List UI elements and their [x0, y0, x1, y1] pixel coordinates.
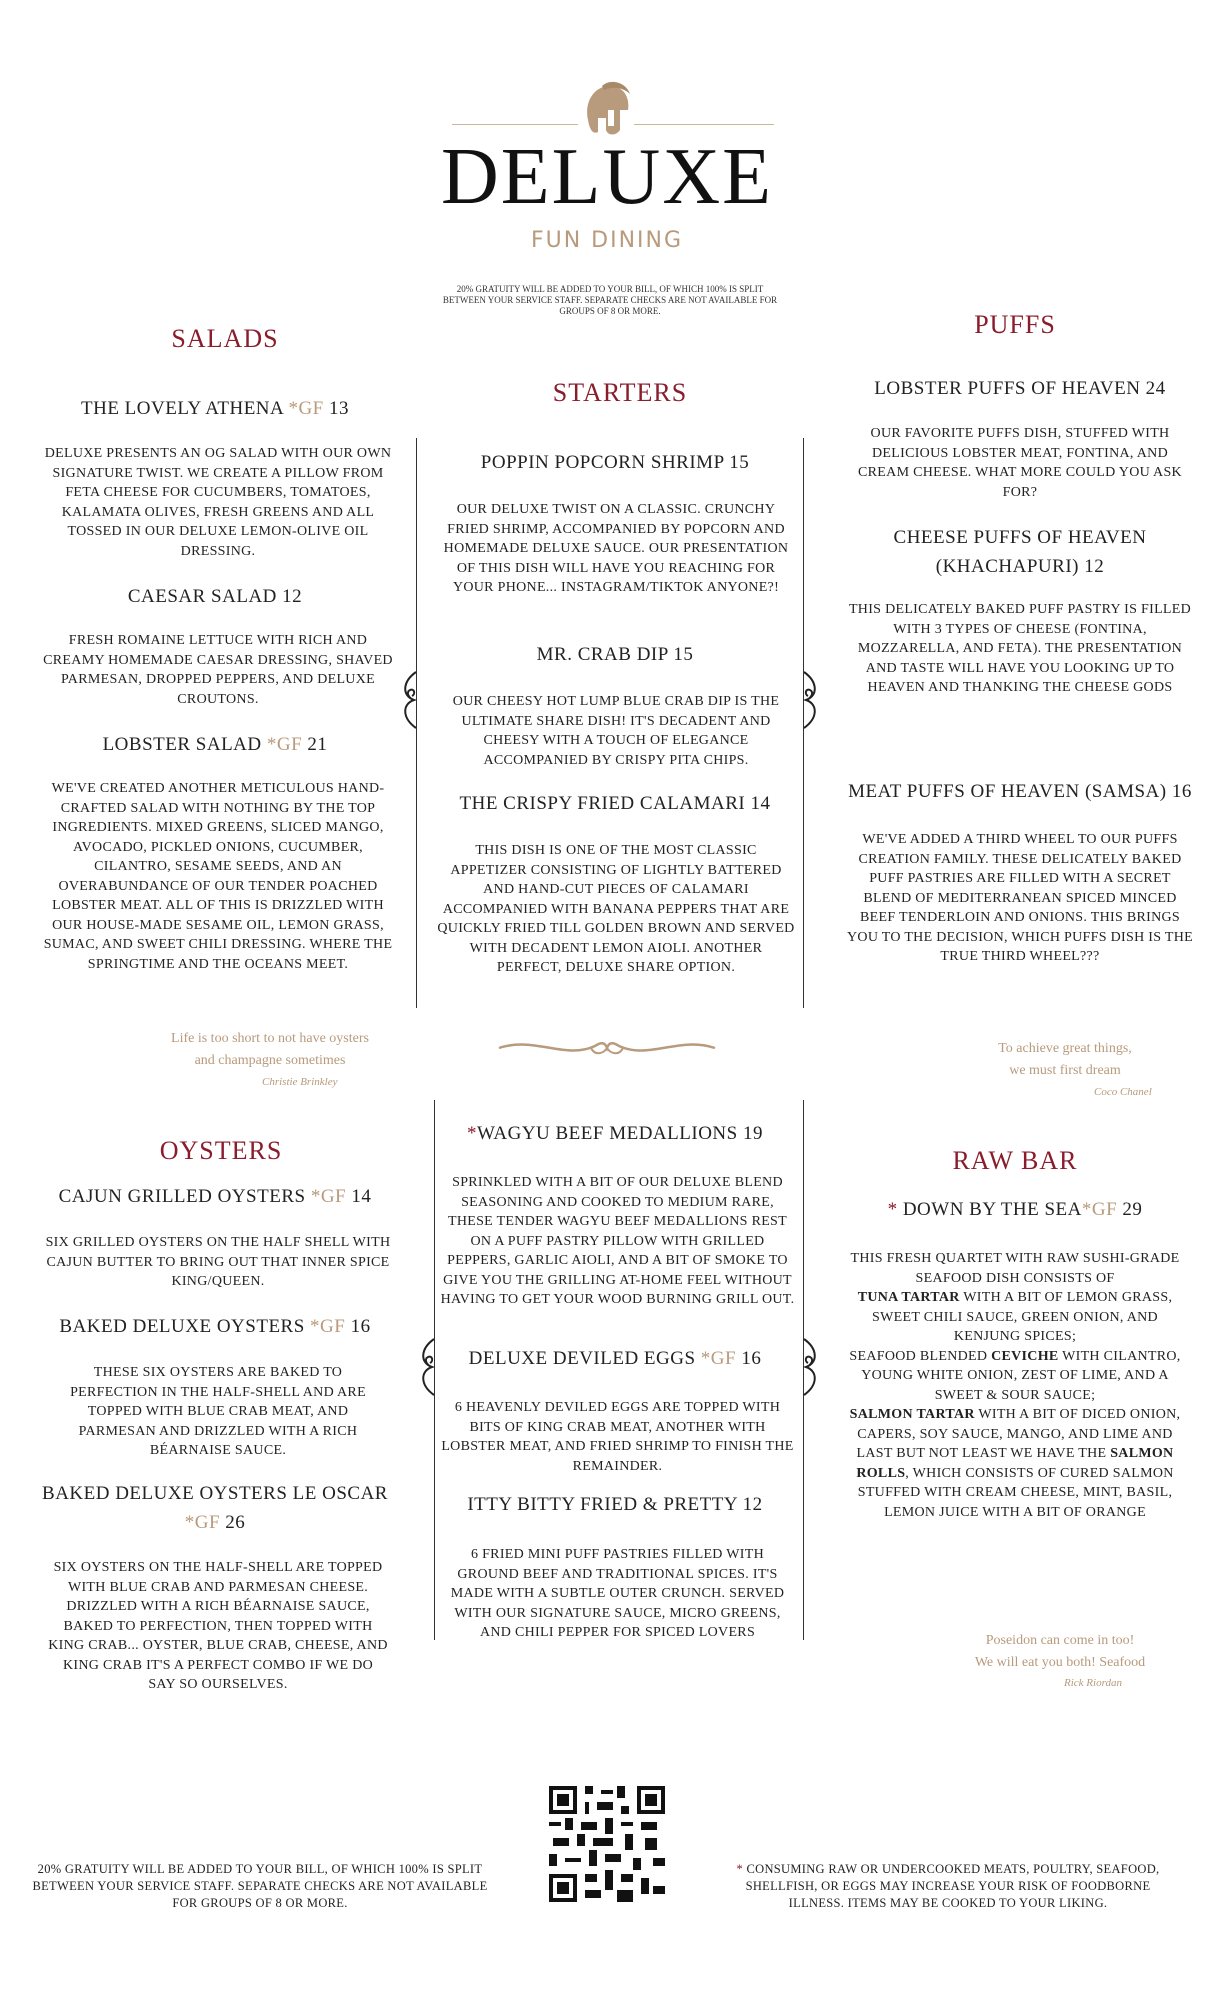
logo-line-left	[452, 124, 578, 125]
puff-item-title: LOBSTER PUFFS OF HEAVEN 24	[874, 378, 1166, 399]
raw-bar-title: RAW BAR	[952, 1146, 1078, 1175]
flourish-ornament-icon	[495, 1032, 719, 1064]
oyster-item-desc: SIX GRILLED OYSTERS ON THE HALF SHELL WITH CAJUN BUTTER TO BRING OUT THAT INNER SPICE KING/QUEEN.	[45, 1235, 391, 1289]
raw-bar-item-desc: THIS FRESH QUARTET WITH RAW SUSHI-GRADE SEAFOOD DISH CONSISTS OF TUNA TARTAR WITH A BIT OF LEMON GRASS, SWEET CHILI SAUCE, GREEN ONION, AND KENJUNG SPICES; SEAFOOD BLENDED CEVICHE WITH CILANTRO, YOUNG WHITE ONION, ZEST OF LIME, AND A SWEET & SOUR SAUCE; SALMON TARTAR WITH A BIT OF DICED ONION, CAPERS, SOY SAUCE, MANGO, AND LIME AND LAST BUT NOT LEAST WE HAVE THE SALMON ROLLS, WHICH CONSISTS OF CURED SALMON STUFFED WITH CREAM CHEESE, MINT, BASIL, LEMON JUICE WITH A BIT OF ORANGE	[849, 1251, 1181, 1520]
oyster-item-desc: SIX OYSTERS ON THE HALF-SHELL ARE TOPPED WITH BLUE CRAB AND PARMESAN CHEESE. DRIZZLED WITH A RICH BÉARNAISE SAUCE, BAKED TO PERFECTION, THEN TOPPED WITH KING CRAB... OYSTER, BLUE CRAB, CHEESE, AND KING CRAB IT'S A PERFECT COMBO IF WE DO SAY SO OURSELVES.	[48, 1560, 388, 1692]
flourish-ornament-icon	[796, 668, 826, 732]
salad-item-title: CAESAR SALAD 12	[127, 586, 303, 607]
quote-text: Poseidon can come in too! We will eat you both! Seafood	[974, 1633, 1146, 1670]
puff-item-title: CHEESE PUFFS OF HEAVEN (KHACHAPURI) 12	[893, 527, 1147, 577]
quote-author: Christie Brinkley	[262, 1076, 338, 1088]
footer-raw-warning: * CONSUMING RAW OR UNDERCOOKED MEATS, POULTRY, SEAFOOD, SHELLFISH, OR EGGS MAY INCREASE YOUR RISK OF FOODBORNE ILLNESS. ITEMS MAY BE COOKED TO YOUR LIKING.	[736, 1862, 1160, 1910]
center-item-title: *WAGYU BEEF MEDALLIONS 19	[467, 1123, 763, 1144]
logo-line-right	[634, 124, 774, 125]
center-item-desc: 6 FRIED MINI PUFF PASTRIES FILLED WITH GROUND BEEF AND TRADITIONAL SPICES. IT'S MADE WITH A SUBTLE OUTER CRUNCH. SERVED WITH OUR SIGNATURE SAUCE, MICRO GREENS, AND CHILI PEPPER FOR SPICED LOVERS	[450, 1547, 785, 1640]
center-item-title: DELUXE DEVILED EGGS *GF 16	[468, 1348, 762, 1369]
brand-tagline: FUN DINING	[530, 228, 684, 253]
quote-author: Rick Riordan	[1064, 1677, 1122, 1689]
starter-item-desc: THIS DISH IS ONE OF THE MOST CLASSIC APPETIZER CONSISTING OF LIGHTLY BATTERED AND HAND-CUT PIECES OF CALAMARI ACCOMPANIED WITH BANANA PEPPERS THAT ARE QUICKLY FRIED TILL GOLDEN BROWN AND SERVED WITH DECADENT LEMON AIOLI. ANOTHER PERFECT, DELUXE SHARE OPTION.	[437, 843, 795, 975]
starters-title: STARTERS	[552, 378, 688, 407]
oyster-item-title: BAKED DELUXE OYSTERS LE OSCAR *GF 26	[42, 1483, 388, 1533]
oyster-item-desc: THESE SIX OYSTERS ARE BAKED TO PERFECTION IN THE HALF-SHELL AND ARE TOPPED WITH BLUE CRAB MEAT, AND PARMESAN AND DRIZZLED WITH A RICH BÉARNAISE SAUCE.	[70, 1365, 366, 1458]
header-gratuity-note: 20% GRATUITY WILL BE ADDED TO YOUR BILL, OF WHICH 100% IS SPLIT BETWEEN YOUR SERVICE STAFF. SEPARATE CHECKS ARE NOT AVAILABLE FOR GROUPS OF 8 OR MORE.	[442, 284, 778, 316]
brand-name: DELUXE	[441, 133, 773, 221]
salad-item-desc: FRESH ROMAINE LETTUCE WITH RICH AND CREAMY HOMEMADE CAESAR DRESSING, SHAVED PARMESAN, DROPPED PEPPERS, AND DELUXE CROUTONS.	[43, 633, 393, 707]
puffs-title: PUFFS	[974, 310, 1056, 339]
salad-item-title: THE LOVELY ATHENA *GF 13	[81, 398, 349, 419]
puff-item-desc: WE'VE ADDED A THIRD WHEEL TO OUR PUFFS CREATION FAMILY. THESE DELICATELY BAKED PUFF PASTRIES ARE FILLED WITH A SECRET BLEND OF MEDITERRANEAN SPICED MINCED BEEF TENDERLOIN AND ONIONS. THIS BRINGS YOU TO THE DECISION, WHICH PUFFS DISH IS THE TRUE THIRD WHEEL???	[847, 832, 1193, 964]
salad-item-desc: DELUXE PRESENTS AN OG SALAD WITH OUR OWN SIGNATURE TWIST. WE CREATE A PILLOW FROM FETA CHEESE FOR CUCUMBERS, TOMATOES, KALAMATA OLIVES, FRESH GREENS AND ALL TOSSED IN OUR DELUXE LEMON-OLIVE OIL DRESSING.	[44, 446, 392, 559]
starter-item-desc: OUR CHEESY HOT LUMP BLUE CRAB DIP IS THE ULTIMATE SHARE DISH! IT'S DECADENT AND CHEESY WITH A TOUCH OF ELEGANCE ACCOMPANIED BY CRISPY PITA CHIPS.	[452, 694, 780, 768]
salads-title: SALADS	[171, 324, 279, 353]
spartan-helmet-logo-icon	[580, 80, 634, 138]
oysters-title: OYSTERS	[159, 1136, 283, 1165]
quote-text: Life is too short to not have oysters and champagne sometimes	[171, 1031, 369, 1068]
center-item-title: ITTY BITTY FRIED & PRETTY 12	[467, 1494, 763, 1515]
puff-item-desc: THIS DELICATELY BAKED PUFF PASTRY IS FILLED WITH 3 TYPES OF CHEESE (FONTINA, MOZZARELLA, AND FETA). THE PRESENTATION AND TASTE WILL HAVE YOU LOOKING UP TO HEAVEN AND THANKING THE CHEESE GODS	[848, 602, 1192, 695]
flourish-ornament-icon	[796, 1335, 826, 1399]
flourish-ornament-icon	[394, 668, 424, 732]
center-item-desc: SPRINKLED WITH A BIT OF OUR DELUXE BLEND SEASONING AND COOKED TO MEDIUM RARE, THESE TENDER WAGYU BEEF MEDALLIONS REST ON A PUFF PASTRY PILLOW WITH GRILLED PEPPERS, GARLIC AIOLI, AND A BIT OF SMOKE TO GIVE YOU THE GRILLING AT-HOME FEEL WITHOUT HAVING TO GET YOUR WOOD BURNING GRILL OUT.	[440, 1175, 795, 1307]
quote-author: Coco Chanel	[1094, 1086, 1152, 1098]
salad-item-desc: WE'VE CREATED ANOTHER METICULOUS HAND-CRAFTED SALAD WITH NOTHING BY THE TOP INGREDIENTS. MIXED GREENS, SLICED MANGO, AVOCADO, PICKLED ONIONS, CUCUMBER, CILANTRO, SESAME SEEDS, AND AN OVERABUNDANCE OF OUR TENDER POACHED LOBSTER MEAT. ALL OF THIS IS DRIZZLED WITH OUR HOUSE-MADE SESAME OIL, LEMON GRASS, SUMAC, AND SWEET CHILI DRESSING. WHERE THE SPRINGTIME AND THE OCEANS MEET.	[43, 781, 393, 972]
puff-item-title: MEAT PUFFS OF HEAVEN (SAMSA) 16	[848, 781, 1192, 802]
raw-bar-item-title: * DOWN BY THE SEA*GF 29	[887, 1199, 1143, 1220]
starter-item-title: MR. CRAB DIP 15	[536, 644, 694, 665]
footer-gratuity-note: 20% GRATUITY WILL BE ADDED TO YOUR BILL, OF WHICH 100% IS SPLIT BETWEEN YOUR SERVICE STAFF. SEPARATE CHECKS ARE NOT AVAILABLE FOR GROUPS OF 8 OR MORE.	[32, 1862, 488, 1910]
salad-item-title: LOBSTER SALAD *GF 21	[102, 734, 328, 755]
starter-item-title: POPPIN POPCORN SHRIMP 15	[480, 452, 750, 473]
starter-item-desc: OUR DELUXE TWIST ON A CLASSIC. CRUNCHY FRIED SHRIMP, ACCOMPANIED BY POPCORN AND HOMEMADE DELUXE SAUCE. OUR PRESENTATION OF THIS DISH WILL HAVE YOU REACHING FOR YOUR PHONE... INSTAGRAM/TIKTOK ANYONE?!	[443, 502, 789, 595]
quote-text: To achieve great things, we must first dream	[998, 1041, 1132, 1078]
qr-code-icon[interactable]	[549, 1786, 665, 1902]
puff-item-desc: OUR FAVORITE PUFFS DISH, STUFFED WITH DELICIOUS LOBSTER MEAT, FONTINA, AND CREAM CHEESE. WHAT MORE COULD YOU ASK FOR?	[858, 426, 1182, 500]
center-item-desc: 6 HEAVENLY DEVILED EGGS ARE TOPPED WITH BITS OF KING CRAB MEAT, ANOTHER WITH LOBSTER MEAT, AND FRIED SHRIMP TO FINISH THE REMAINDER.	[441, 1400, 794, 1474]
oyster-item-title: BAKED DELUXE OYSTERS *GF 16	[59, 1316, 371, 1337]
oyster-item-title: CAJUN GRILLED OYSTERS *GF 14	[58, 1186, 372, 1207]
starter-item-title: THE CRISPY FRIED CALAMARI 14	[459, 793, 771, 814]
